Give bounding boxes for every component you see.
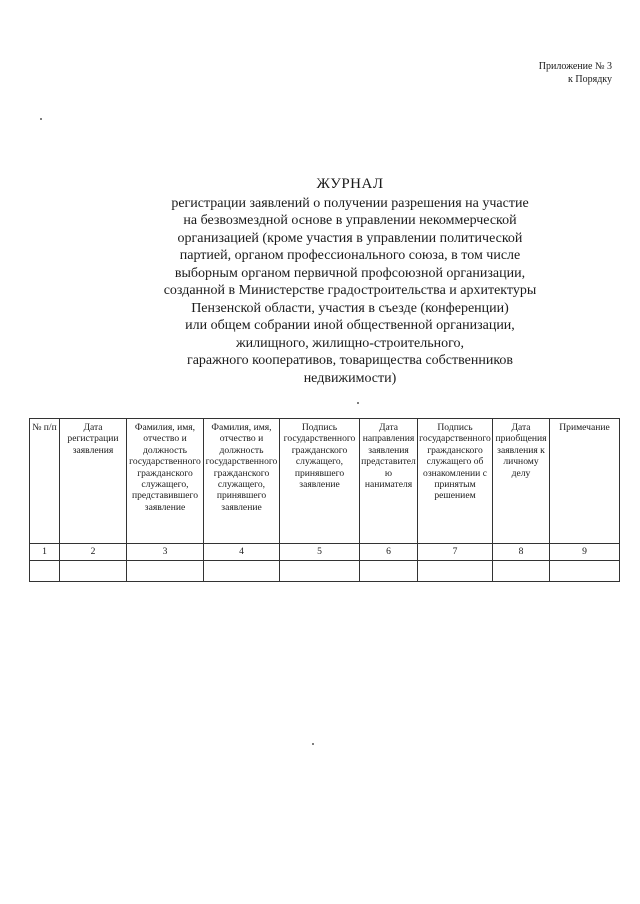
header-cell-acknowledgement-signature: Подпись государственного гражданского служащего об ознакомлении с принятым решением xyxy=(418,419,493,544)
column-number: 7 xyxy=(418,544,493,561)
column-number: 3 xyxy=(127,544,204,561)
title-line: созданной в Министерстве градостроительства и архитектуры xyxy=(163,283,537,298)
title-heading: ЖУРНАЛ xyxy=(316,176,384,192)
title-line: партией, органом профессионального союза, в том числе xyxy=(179,248,521,263)
title-line: на безвозмездной основе в управлении некоммерческой xyxy=(183,213,517,228)
registration-journal-table xyxy=(29,418,620,582)
column-number-row xyxy=(30,544,620,561)
title-line: организацией (кроме участия в управлении политической xyxy=(177,230,523,246)
column-number: 8 xyxy=(493,544,550,561)
table-cell xyxy=(204,561,280,582)
title-line: жилищного, жилищно-строительного, xyxy=(236,335,464,351)
header-cell-file-date: Дата приобщения заявления к личному делу xyxy=(493,419,550,544)
appendix-reference: к Порядку xyxy=(568,74,612,85)
title-line: недвижимости) xyxy=(303,370,397,386)
column-number: 4 xyxy=(204,544,280,561)
header-cell-number: № п/п xyxy=(30,419,60,544)
appendix-note xyxy=(539,60,612,86)
title-line: или общем собрании иной общественной организации, xyxy=(185,318,515,333)
title-line: Пензенской области, участия в съезде (конференции) xyxy=(191,300,509,316)
table-cell xyxy=(30,561,60,582)
header-cell-note: Примечание xyxy=(550,419,620,544)
header-cell-receiver: Фамилия, имя, отчество и должность государственного гражданского служащего, принявшего заявление xyxy=(204,419,280,544)
title-line: регистрации заявлений о получении разрешения на участие xyxy=(171,195,529,211)
header-cell-forward-date: Дата направления заявления представителю нанимателя xyxy=(360,419,418,544)
table-cell xyxy=(360,561,418,582)
table-cell xyxy=(418,561,493,582)
column-number: 1 xyxy=(30,544,60,561)
scan-speck xyxy=(40,118,42,120)
column-number: 2 xyxy=(60,544,127,561)
title-line: выборным органом первичной профсоюзной организации, xyxy=(174,265,526,281)
table-row xyxy=(30,561,620,582)
column-number: 5 xyxy=(280,544,360,561)
column-number: 6 xyxy=(360,544,418,561)
header-cell-registration-date: Дата регистрации заявления xyxy=(60,419,127,544)
appendix-number: Приложение № 3 xyxy=(538,61,612,72)
table-cell xyxy=(280,561,360,582)
table-cell xyxy=(550,561,620,582)
scan-speck xyxy=(357,402,359,404)
scan-speck xyxy=(312,743,314,745)
header-cell-receiver-signature: Подпись государственного гражданского служащего, принявшего заявление xyxy=(280,419,360,544)
table-cell xyxy=(127,561,204,582)
journal-title xyxy=(150,176,550,387)
table-cell xyxy=(493,561,550,582)
table-header-row xyxy=(30,419,620,544)
table-cell xyxy=(60,561,127,582)
title-line: гаражного кооперативов, товарищества собственников xyxy=(186,353,514,368)
header-cell-submitter: Фамилия, имя, отчество и должность государственного гражданского служащего, представившего заявление xyxy=(127,419,204,544)
column-number: 9 xyxy=(550,544,620,561)
